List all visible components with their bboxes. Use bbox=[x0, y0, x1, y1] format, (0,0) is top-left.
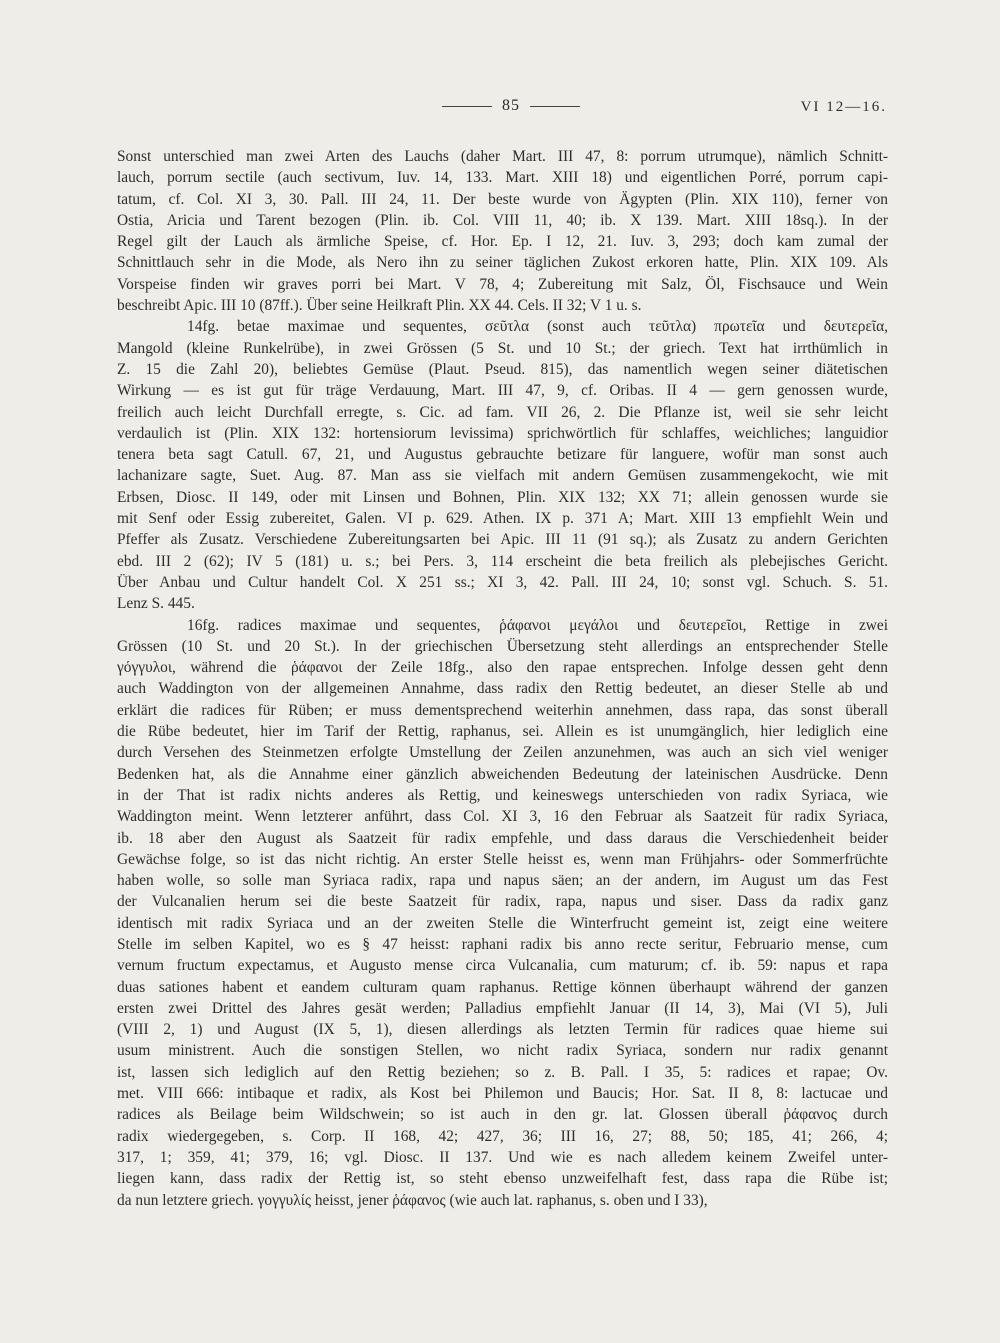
text-line: Regel gilt der Lauch als ärmliche Speise, cf. Hor. Ep. I 12, 21. Iuv. 3, 293; doch kam zumal der bbox=[117, 233, 888, 251]
text-line: Über Anbau und Cultur handelt Col. X 251 ss.; XI 3, 42. Pall. III 24, 10; sonst vgl. Schuch. S. 51. bbox=[117, 573, 888, 591]
text-line: tatum, cf. Col. XI 3, 30. Pall. III 24, 11. Der beste wurde von Ägypten (Plin. XIX 110), ferner von bbox=[117, 190, 888, 208]
text-line: 317, 1; 359, 41; 379, 16; vgl. Diosc. II 137. Und wie es nach alledem keinem Zweifel unter- bbox=[117, 1148, 888, 1166]
text-line: der Vulcanalien herum sei die beste Saatzeit für radix, rapa, napus und siser. Dass da radix ganz bbox=[117, 893, 888, 911]
text-line: (VIII 2, 1) und August (IX 5, 1), diesen allerdings als letzten Termin für radices quae hieme sui bbox=[117, 1021, 888, 1039]
paragraph bbox=[117, 316, 888, 614]
text-line: vernum fructum expectamus, et Augusto mense circa Vulcanalia, cum maturum; cf. ib. 59: napus et rapa bbox=[117, 957, 888, 975]
text-line: Bedenken hat, als die Annahme einer gänzlich abweichenden Bedeutung der lateinischen Ausdrücke. Denn bbox=[117, 765, 888, 783]
text-line: Waddington meint. Wenn letzterer anführt, dass Col. XI 3, 16 den Februar als Saatzeit für radix Syriaca, bbox=[117, 808, 888, 826]
text-line: erklärt die radices für Rüben; er muss dementsprechend weiterhin annehmen, dass rapa, das sonst überall bbox=[117, 701, 888, 719]
text-line: Sonst unterschied man zwei Arten des Lauchs (daher Mart. III 47, 8: porrum utrumque), nämlich Schnitt- bbox=[117, 148, 888, 165]
text-line: freilich auch leicht Durchfall erregte, s. Cic. ad fam. VII 26, 2. Die Pflanze ist, weil sie sehr leicht bbox=[117, 403, 888, 421]
text-line: radix wiedergegeben, s. Corp. II 168, 42; 427, 36; III 16, 27; 88, 50; 185, 41; 266, 4; bbox=[117, 1127, 888, 1145]
text-line: Z. 15 die Zahl 20), beliebtes Gemüse (Plaut. Pseud. 815), das namentlich wegen seiner diätetischen bbox=[117, 360, 888, 378]
page-number: 85 bbox=[502, 97, 520, 114]
text-line: 16fg. radices maximae und sequentes, ῥάφανοι μεγάλοι und δευτερεῖοι, Rettige in zwei bbox=[187, 616, 888, 634]
commentary-text bbox=[117, 146, 888, 1211]
text-line: γόγγυλοι, während die ῥάφανοι der Zeile 18fg., also den rapae entsprechen. Infolge dessen geht denn bbox=[117, 659, 888, 677]
paragraph bbox=[117, 615, 888, 1211]
text-line: lachanizare sagte, Suet. Aug. 87. Man ass sie vielfach mit andern Gemüsen zusammengekocht, wie mit bbox=[117, 467, 888, 485]
text-line: auch Waddington von der allgemeinen Annahme, dass radix den Rettig bedeutet, an dieser Stelle ab und bbox=[117, 680, 888, 698]
text-line: verdaulich ist (Plin. XIX 132: hortensiorum levissima) sprichwörtlich für schlaffes, weichliches; languidior bbox=[117, 424, 888, 442]
text-line: radices als Beilage beim Wildschwein; so ist auch in den gr. lat. Glossen überall ῥάφανος durch bbox=[117, 1106, 888, 1124]
text-line: in der That ist radix nichts anderes als Rettig, und keineswegs unterschieden von radix Syriaca, wie bbox=[117, 786, 888, 804]
text-line: die Rübe bedeutet, hier im Tarif der Rettig, raphanus, sei. Allein es ist unumgänglich, hier lediglich eine bbox=[117, 723, 888, 741]
text-line: ib. 18 aber den August als Saatzeit für radix empfehle, und dass daraus die Verschiedenheit beider bbox=[117, 829, 888, 847]
text-line: ebd. III 2 (62); IV 5 (181) u. s.; bei Pers. 3, 114 erscheint die beta freilich als plebejisches Gericht. bbox=[117, 552, 888, 570]
text-line: Grössen (10 St. und 20 St.). In der griechischen Übersetzung steht allerdings an entsprechender Stelle bbox=[117, 637, 888, 655]
text-line: Erbsen, Diosc. II 149, oder mit Linsen und Bohnen, Plin. XIX 132; XX 71; allein genossen wurde sie bbox=[117, 488, 888, 506]
text-line: Gewächse folge, so ist das nicht richtig. An erster Stelle heisst es, wenn man Frühjahrs- oder Sommerfrüchte bbox=[117, 850, 888, 868]
header-rule-right bbox=[530, 106, 580, 107]
text-line: Wirkung — es ist gut für träge Verdauung, Mart. III 47, 9, cf. Oribas. II 4 — gern genossen wurde, bbox=[117, 382, 888, 400]
text-line: usum ministrent. Auch die sonstigen Stellen, wo nicht radix Syriaca, sondern nur radix genannt bbox=[117, 1042, 888, 1060]
paragraph bbox=[117, 146, 888, 316]
text-line: lauch, porrum sectile (auch sectivum, Iuv. 14, 133. Mart. XIII 18) und eigentlichen Porré, porrum capi- bbox=[117, 169, 888, 187]
text-line: Pfeffer als Zusatz. Verschiedene Zubereitungsarten bei Apic. III 11 (91 sq.); als Zusatz zu andern Gerichten bbox=[117, 531, 888, 549]
text-line: duas sationes habent et eandem culturam quam raphanus. Rettige können überhaupt während der ganzen bbox=[117, 978, 888, 996]
text-line: Vorspeise finden wir graves porri bei Mart. V 78, 4; Zubereitung mit Salz, Öl, Fischsauce und Wein bbox=[117, 275, 888, 293]
text-line: ersten zwei Drittel des Jahres gesät werden; Palladius empfiehlt Januar (II 14, 3), Mai (VI 5), Juli bbox=[117, 999, 888, 1017]
text-line: ist, lassen sich lediglich auf den Rettig beziehen; so z. B. Pall. I 35, 5: radices et rapae; Ov. bbox=[117, 1063, 888, 1081]
text-line: 14fg. betae maximae und sequentes, σεῦτλα (sonst auch τεῦτλα) πρωτεῖα und δευτερεῖα, bbox=[187, 318, 888, 336]
section-reference: VI 12—16. bbox=[800, 99, 887, 115]
text-line: da nun letztere griech. γογγυλίς heisst, jener ῥάφανος (wie auch lat. raphanus, s. oben und I 33), bbox=[117, 1191, 708, 1209]
text-line: tenera beta sagt Catull. 67, 21, und Augustus gebrauchte betizare für languere, wofür man sonst auch bbox=[117, 446, 888, 464]
text-line: beschreibt Apic. III 10 (87ff.). Über seine Heilkraft Plin. XX 44. Cels. II 32; V 1 u. s. bbox=[117, 297, 642, 315]
text-line: identisch mit radix Syriaca und an der zweiten Stelle die Winterfrucht gemeint ist, zeigt eine weitere bbox=[117, 914, 888, 932]
text-line: liegen kann, dass radix der Rettig ist, so steht ebenso unzweifelhaft fest, dass rapa die Rübe ist; bbox=[117, 1170, 888, 1188]
text-line: Lenz S. 445. bbox=[117, 595, 195, 613]
text-line: durch Versehen des Steinmetzen erfolgte Umstellung der Zeilen anzunehmen, was auch an sich viel weniger bbox=[117, 744, 888, 762]
text-line: Schnittlauch sehr in die Mode, als Nero ihn zu seiner täglichen Zukost erkoren hatte, Plin. XIX 109. Als bbox=[117, 254, 888, 272]
text-line: haben wolle, so solle man Syriaca radix, rapa und napus säen; an der andern, im August um das Fest bbox=[117, 872, 888, 890]
text-line: Ostia, Aricia und Tarent bezogen (Plin. ib. Col. VIII 11, 40; ib. X 139. Mart. XIII 18sq.). In der bbox=[117, 211, 888, 229]
page-header bbox=[117, 97, 887, 123]
page-number-block bbox=[442, 97, 580, 115]
text-line: Stelle im selben Kapitel, wo es § 47 heisst: raphani radix bis anno recte seritur, Februario mense, cum bbox=[117, 935, 888, 953]
text-line: mit Senf oder Essig zubereitet, Galen. VI p. 629. Athen. IX p. 371 A; Mart. XIII 13 empfiehlt Wein und bbox=[117, 510, 888, 528]
text-line: met. VIII 666: intibaque et radix, als Kost bei Philemon und Baucis; Hor. Sat. II 8, 8: lactucae und bbox=[117, 1085, 888, 1103]
header-rule-left bbox=[442, 106, 492, 107]
text-line: Mangold (kleine Runkelrübe), in zwei Grössen (5 St. und 10 St.; der griech. Text hat irrthümlich in bbox=[117, 339, 888, 357]
